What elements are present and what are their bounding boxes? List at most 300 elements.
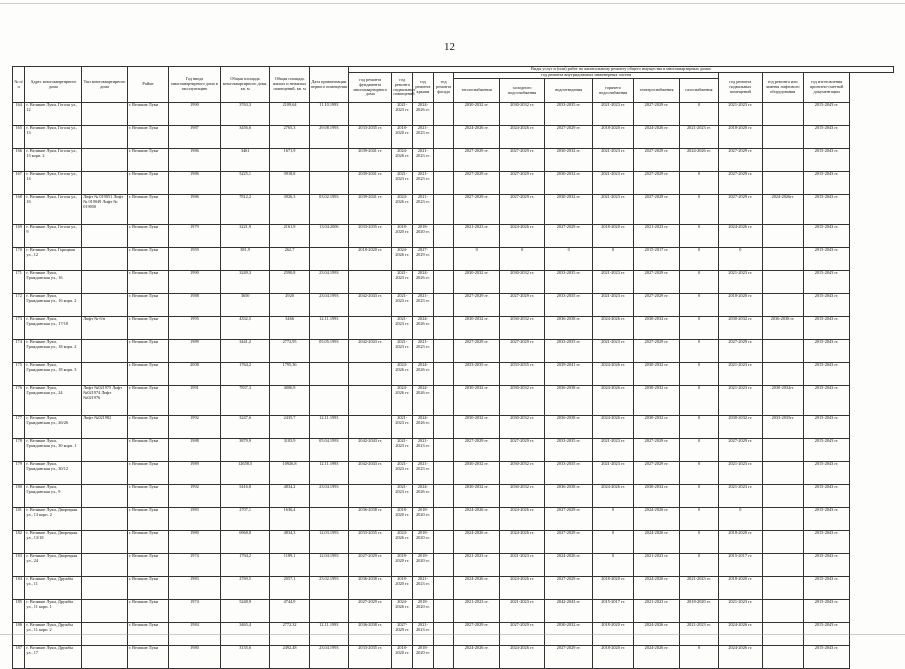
cell-sew: 2033-2035 гг. <box>545 439 593 462</box>
cell-priv: 23.04.1993 <box>309 485 348 508</box>
table-row <box>13 340 894 363</box>
cell-roof: 2024-2026 гг. <box>413 416 434 439</box>
page-number: 12 <box>444 41 455 53</box>
cell-roof: 2027-2029 гг. <box>413 248 434 271</box>
cell-heat: 2030-2032 гг. <box>454 317 499 340</box>
cell-facade <box>433 294 454 317</box>
cell-pad <box>850 172 894 195</box>
cell-gas: 0 <box>679 531 718 554</box>
cell-year: 1979 <box>169 225 221 248</box>
cell-found: 2039-2041 гг. <box>348 149 391 172</box>
cell-type <box>82 485 127 508</box>
cell-priv: 12.11.1993 <box>309 462 348 485</box>
cell-base2: 2024-2026 гг. <box>719 225 762 248</box>
cell-hot: 2015-2017 гг. <box>592 600 633 623</box>
cell-district: г. Великие Луки <box>127 531 168 554</box>
cell-hot: 2018-2020 гг. <box>592 577 633 600</box>
cell-priv: 29.08.1993 <box>309 126 348 149</box>
cell-area: 381,9 <box>220 248 270 271</box>
cell-district: г. Великие Луки <box>127 416 168 439</box>
cell-sew: 2036-2038 гг. <box>545 485 593 508</box>
cell-address: г. Великие Луки, Гоголя ул., 13 <box>25 126 82 149</box>
cell-hot: 2021-2023 гг. <box>592 439 633 462</box>
cell-roof: 2021-2023 гг. <box>413 340 434 363</box>
cell-sew: 2027-2029 гг. <box>545 577 593 600</box>
cell-heat: 2027-2029 гг. <box>454 340 499 363</box>
cell-found <box>348 485 391 508</box>
cell-year: 1984 <box>169 623 221 646</box>
capital-repair-table <box>12 66 894 669</box>
cell-roof: 2021-2023 гг. <box>413 623 434 646</box>
cell-type <box>82 462 127 485</box>
cell-type <box>82 126 127 149</box>
table-row <box>13 462 894 485</box>
cell-found: 2018-2020 гг. <box>348 248 391 271</box>
cell-type: Лифт №021975 Лифт №021974 Лифт №021976 <box>82 386 127 416</box>
cell-n: 185 <box>13 600 25 623</box>
cell-heat: 2027-2029 гг. <box>454 439 499 462</box>
cell-facade <box>433 103 454 126</box>
cell-heat: 2024-2026 гг. <box>454 508 499 531</box>
cell-base: 2024-2026 гг. <box>392 363 413 386</box>
cell-gas: 0 <box>679 363 718 386</box>
cell-priv <box>309 386 348 416</box>
cell-el: 2027-2029 гг. <box>634 149 679 172</box>
cell-district: г. Великие Луки <box>127 623 168 646</box>
cell-district: г. Великие Луки <box>127 126 168 149</box>
cell-type <box>82 646 127 669</box>
cell-heat: 2027-2029 гг. <box>454 294 499 317</box>
table-row <box>13 149 894 172</box>
cell-roof: 2024-2026 гг. <box>413 386 434 416</box>
cell-pad <box>850 577 894 600</box>
cell-gas: 2018-2020 гг. <box>679 600 718 623</box>
cell-hot: 2021-2023 гг. <box>592 294 633 317</box>
cell-living: 262,7 <box>270 248 309 271</box>
header-sewage: водоотведения <box>545 79 593 103</box>
cell-found <box>348 317 391 340</box>
cell-el: 2030-2032 гг. <box>634 363 679 386</box>
cell-el: 2021-2023 гг. <box>634 225 679 248</box>
cell-pad <box>850 317 894 340</box>
cell-pad <box>850 103 894 126</box>
header-foundation: год ремонта фундамента многоквартирного дома <box>348 73 391 103</box>
cell-found: 2042-2043 гг. <box>348 294 391 317</box>
cell-hot: 2021-2023 гг. <box>592 103 633 126</box>
cell-docs: 2015-2043 гг. <box>803 340 850 363</box>
cell-hot: 2021-2023 гг. <box>592 195 633 225</box>
cell-district: г. Великие Луки <box>127 577 168 600</box>
cell-district: г. Великие Луки <box>127 462 168 485</box>
cell-address: г. Великие Луки, Гражданская ул., 18 корп. 2 <box>25 340 82 363</box>
cell-base: 2024-2026 гг. <box>392 531 413 554</box>
cell-docs: 2015-2043 гг. <box>803 386 850 416</box>
cell-year: 1988 <box>169 294 221 317</box>
cell-found: 2042-2043 гг. <box>348 340 391 363</box>
cell-lift: 2036-2038 гг. <box>762 317 803 340</box>
cell-area: 5416,8 <box>220 485 270 508</box>
cell-el: 2024-2026 гг. <box>634 646 679 669</box>
cell-area: 6968,8 <box>220 531 270 554</box>
cell-sew: 2027-2029 гг. <box>545 646 593 669</box>
cell-el: 2015-2017 гг. <box>634 248 679 271</box>
header-hot-water: горячего водоснабжения <box>592 79 633 103</box>
cell-docs: 2015-2043 гг. <box>803 554 850 577</box>
cell-sew: 2030-2032 гг. <box>545 623 593 646</box>
cell-area: 3465,4 <box>220 623 270 646</box>
cell-pad <box>850 225 894 248</box>
cell-facade <box>433 600 454 623</box>
cell-district: г. Великие Луки <box>127 271 168 294</box>
cell-lift <box>762 646 803 669</box>
cell-docs: 2015-2043 гг. <box>803 485 850 508</box>
cell-priv: 05.05.1993 <box>309 340 348 363</box>
cell-priv <box>309 149 348 172</box>
cell-docs: 2015-2043 гг. <box>803 508 850 531</box>
cell-found <box>348 271 391 294</box>
cell-address: г. Великие Луки, Гражданская ул., 9 <box>25 485 82 508</box>
cell-gas: 0 <box>679 317 718 340</box>
cell-hot: 0 <box>592 508 633 531</box>
cell-gas: 0 <box>679 646 718 669</box>
cell-district: г. Великие Луки <box>127 317 168 340</box>
cell-el: 2030-2032 гг. <box>634 386 679 416</box>
cell-gas: 0 <box>679 172 718 195</box>
cell-living: 4744,9 <box>270 600 309 623</box>
cell-hot: 2024-2026 гг. <box>592 416 633 439</box>
cell-cold: 2024-2026 гг. <box>499 531 544 554</box>
cell-lift <box>762 103 803 126</box>
cell-gas: 0 <box>679 416 718 439</box>
cell-base: 2024-2026 гг. <box>392 195 413 225</box>
cell-found <box>348 103 391 126</box>
cell-priv: 23.04.1993 <box>309 294 348 317</box>
cell-lift <box>762 225 803 248</box>
cell-cold: 0 <box>499 248 544 271</box>
cell-area: 7812,2 <box>220 195 270 225</box>
cell-address: г. Великие Луки, Гражданская ул., 17/18 <box>25 317 82 340</box>
cell-district: г. Великие Луки <box>127 554 168 577</box>
cell-priv: 23.04.1993 <box>309 646 348 669</box>
cell-year: 1987 <box>169 126 221 149</box>
cell-sew: 2030-2032 гг. <box>545 195 593 225</box>
cell-facade <box>433 126 454 149</box>
cell-living: 1795,36 <box>270 363 309 386</box>
table-row <box>13 554 894 577</box>
cell-gas: 0 <box>679 271 718 294</box>
header-total-area: Общая площадь многоквартирного дома, кв. м <box>220 67 270 103</box>
cell-year: 1986 <box>169 149 221 172</box>
cell-el: 2027-2029 гг. <box>634 172 679 195</box>
cell-pad <box>850 416 894 439</box>
cell-pad <box>850 554 894 577</box>
cell-base2: 2018-2020 гг. <box>719 294 762 317</box>
cell-sew: 2036-2038 гг. <box>545 416 593 439</box>
cell-gas: 2021-2023 гг. <box>679 623 718 646</box>
cell-cold: 2027-2029 гг. <box>499 294 544 317</box>
cell-cold: 2027-2029 гг. <box>499 172 544 195</box>
cell-base: 2027-2029 гг. <box>392 623 413 646</box>
cell-lift: 2030-2032гг <box>762 386 803 416</box>
cell-address: г. Великие Луки, Гоголя ул., 16 <box>25 195 82 225</box>
cell-n: 176 <box>13 386 25 416</box>
cell-year: 1983 <box>169 577 221 600</box>
cell-n: 182 <box>13 531 25 554</box>
cell-type: Лифт № б/н <box>82 317 127 340</box>
cell-cold: 2024-2026 гг. <box>499 508 544 531</box>
cell-base: 2021-2023 гг. <box>392 294 413 317</box>
cell-n: 167 <box>13 172 25 195</box>
cell-heat: 2021-2023 гг. <box>454 554 499 577</box>
cell-base2: 2018-2020 гг. <box>719 577 762 600</box>
cell-type: Лифт № 019051 Лифт № 019049 Лифт № 019050 <box>82 195 127 225</box>
cell-el: 2027-2029 гг. <box>634 294 679 317</box>
cell-address: г. Великие Луки, Дружбы ул., 11 <box>25 577 82 600</box>
cell-cold: 2024-2026 гг. <box>499 577 544 600</box>
cell-sew: 2027-2029 гг. <box>545 508 593 531</box>
cell-roof: 2024-2026 гг. <box>413 271 434 294</box>
cell-year: 1991 <box>169 386 221 416</box>
cell-living: 2161,9 <box>270 225 309 248</box>
cell-lift: 2033-2035гг <box>762 416 803 439</box>
cell-address: г. Великие Луки, Гражданская ул., 30/12 <box>25 462 82 485</box>
cell-type <box>82 577 127 600</box>
cell-found: 2039-2041 гг. <box>348 195 391 225</box>
cell-hot: 2018-2020 гг. <box>592 126 633 149</box>
cell-n: 166 <box>13 149 25 172</box>
cell-el: 2030-2032 гг. <box>634 317 679 340</box>
table-row <box>13 248 894 271</box>
cell-living: 1189,1 <box>270 554 309 577</box>
cell-docs: 2015-2043 гг. <box>803 317 850 340</box>
cell-el: 2024-2026 гг. <box>634 508 679 531</box>
header-electricity: электроснабжения <box>634 79 679 103</box>
cell-el: 2021-2023 гг. <box>634 600 679 623</box>
cell-year: 1995 <box>169 317 221 340</box>
cell-found <box>348 416 391 439</box>
cell-hot: 2021-2023 гг. <box>592 149 633 172</box>
cell-base: 2024-2026 гг. <box>392 248 413 271</box>
cell-base: 2018-2020 гг. <box>392 646 413 669</box>
cell-facade <box>433 340 454 363</box>
cell-type <box>82 225 127 248</box>
cell-pad <box>850 195 894 225</box>
cell-base2: 2024-2026 гг. <box>719 646 762 669</box>
cell-priv: 12.11.1993 <box>309 416 348 439</box>
header-year-built: Год ввода многоквартирного дома в эксплуатацию <box>169 67 221 103</box>
cell-cold: 2024-2026 гг. <box>499 225 544 248</box>
cell-docs: 2015-2043 гг. <box>803 600 850 623</box>
cell-docs: 2015-2043 гг. <box>803 462 850 485</box>
header-cold-water: холодного водоснабжения <box>499 79 544 103</box>
cell-base2: 2030-2032 гг. <box>719 317 762 340</box>
cell-el: 2027-2029 гг. <box>634 271 679 294</box>
cell-base2: 0 <box>719 508 762 531</box>
cell-n: 178 <box>13 439 25 462</box>
cell-year: 1989 <box>169 340 221 363</box>
cell-cold: 2027-2029 гг. <box>499 340 544 363</box>
cell-priv <box>309 600 348 623</box>
cell-found: 2027-2029 гг. <box>348 600 391 623</box>
cell-pad <box>850 363 894 386</box>
table-row <box>13 439 894 462</box>
table-row <box>13 271 894 294</box>
cell-gas: 0 <box>679 439 718 462</box>
cell-year: 1992 <box>169 416 221 439</box>
cell-area: 3763,3 <box>220 103 270 126</box>
cell-base2: 2021-2023 гг. <box>719 600 762 623</box>
cell-roof: 2018-2020 гг. <box>413 531 434 554</box>
cell-heat: 2021-2023 гг. <box>454 600 499 623</box>
cell-facade <box>433 225 454 248</box>
cell-gas: 0 <box>679 340 718 363</box>
cell-address: г. Великие Луки, Гражданская ул., 30 корп. 1 <box>25 439 82 462</box>
cell-n: 168 <box>13 195 25 225</box>
cell-pad <box>850 294 894 317</box>
cell-hot: 0 <box>592 248 633 271</box>
cell-hot: 0 <box>592 531 633 554</box>
cell-sew: 0 <box>545 248 593 271</box>
cell-docs: 2015-2043 гг. <box>803 172 850 195</box>
cell-facade <box>433 317 454 340</box>
cell-base2: 0 <box>719 248 762 271</box>
header-living-area: Общая площадь жилых и нежилых помещений, кв. м <box>270 67 309 103</box>
cell-gas: 2021-2023 гг. <box>679 126 718 149</box>
cell-lift <box>762 248 803 271</box>
cell-base2: 2021-2023 гг. <box>719 103 762 126</box>
cell-docs: 2015-2043 гг. <box>803 294 850 317</box>
table-body <box>13 103 894 669</box>
cell-type <box>82 271 127 294</box>
cell-docs: 2015-2043 гг. <box>803 149 850 172</box>
cell-address: г. Великие Луки, Гоголя ул., 13 корп. 2 <box>25 149 82 172</box>
cell-cold: 2030-2032 гг. <box>499 317 544 340</box>
cell-living: 3918,8 <box>270 172 309 195</box>
cell-address: г. Великие Луки, Дружбы ул., 11 корп. 2 <box>25 623 82 646</box>
cell-year: 1990 <box>169 103 221 126</box>
cell-area: 1764,2 <box>220 363 270 386</box>
table-row <box>13 294 894 317</box>
cell-sew: 2024-2026 гг. <box>545 554 593 577</box>
cell-pad <box>850 485 894 508</box>
cell-cold: 2027-2029 гг. <box>499 149 544 172</box>
cell-gas: 2021-2023 гг. <box>679 577 718 600</box>
cell-address: г. Великие Луки, Дворецкая ул., 13 корп. 2 <box>25 508 82 531</box>
cell-address: г. Великие Луки, Гражданская ул., 16 <box>25 271 82 294</box>
cell-sew: 2033-2035 гг. <box>545 294 593 317</box>
cell-docs: 2015-2043 гг. <box>803 195 850 225</box>
cell-pad <box>850 340 894 363</box>
cell-address: г. Великие Луки, Гоголя ул., 9 <box>25 225 82 248</box>
cell-cold: 2030-2032 гг. <box>499 103 544 126</box>
cell-facade <box>433 248 454 271</box>
scan-artifact-bottom <box>0 634 905 635</box>
cell-base2: 2027-2029 гг. <box>719 439 762 462</box>
cell-gas: 0 <box>679 225 718 248</box>
cell-type <box>82 340 127 363</box>
cell-address: г. Великие Луки, Горицкая ул., 12 <box>25 248 82 271</box>
cell-found: 2033-2035 гг. <box>348 646 391 669</box>
cell-el: 2027-2029 гг. <box>634 103 679 126</box>
cell-sew: 2030-2032 гг. <box>545 149 593 172</box>
cell-roof: 2024-2026 гг. <box>413 317 434 340</box>
cell-docs: 2015-2043 гг. <box>803 225 850 248</box>
cell-district: г. Великие Луки <box>127 646 168 669</box>
cell-pad <box>850 386 894 416</box>
cell-area: 12658,5 <box>220 462 270 485</box>
table-row <box>13 508 894 531</box>
cell-hot: 2018-2020 гг. <box>592 225 633 248</box>
cell-heat: 2027-2029 гг. <box>454 149 499 172</box>
header-num: № п/п <box>13 67 25 103</box>
cell-living: 2772,95 <box>270 340 309 363</box>
cell-type <box>82 508 127 531</box>
header-elevator: год ремонта или замены лифтового оборудования <box>762 73 803 103</box>
cell-cold: 2033-2035 гг. <box>499 363 544 386</box>
table-row <box>13 646 894 669</box>
cell-cold: 2030-2032 гг. <box>499 271 544 294</box>
cell-lift <box>762 271 803 294</box>
cell-district: г. Великие Луки <box>127 386 168 416</box>
cell-living: 3926,3 <box>270 195 309 225</box>
cell-living: 2435,7 <box>270 416 309 439</box>
cell-priv: 11.10.1993 <box>309 103 348 126</box>
header-roof: год ремонта крыши <box>413 73 434 103</box>
header-design-docs: год изготовления проектно-сметной документации <box>803 73 850 103</box>
cell-base: 2021-2023 гг. <box>392 271 413 294</box>
cell-area: 5225,1 <box>220 172 270 195</box>
cell-priv <box>309 508 348 531</box>
cell-lift <box>762 172 803 195</box>
cell-base: 2021-2023 гг. <box>392 340 413 363</box>
table-row <box>13 126 894 149</box>
header-gas: газоснабжения <box>679 79 718 103</box>
cell-hot: 2021-2023 гг. <box>592 462 633 485</box>
cell-heat: 2024-2026 гг. <box>454 646 499 669</box>
cell-hot: 0 <box>592 554 633 577</box>
cell-living: 3103,9 <box>270 439 309 462</box>
cell-pad <box>850 462 894 485</box>
cell-gas: 0 <box>679 508 718 531</box>
cell-district: г. Великие Луки <box>127 340 168 363</box>
header-facade: год ремонта фасада <box>433 73 454 103</box>
cell-el: 2024-2026 гг. <box>634 126 679 149</box>
table-row <box>13 195 894 225</box>
cell-found: 2042-2043 гг. <box>348 462 391 485</box>
cell-lift <box>762 508 803 531</box>
cell-facade <box>433 386 454 416</box>
cell-year: 1974 <box>169 600 221 623</box>
cell-el: 2030-2032 гг. <box>634 416 679 439</box>
cell-priv: 12.04.1993 <box>309 554 348 577</box>
cell-sew: 2036-2038 гг. <box>545 386 593 416</box>
cell-base2: 2030-2032 гг. <box>719 416 762 439</box>
cell-pad <box>850 439 894 462</box>
cell-n: 165 <box>13 126 25 149</box>
cell-lift <box>762 340 803 363</box>
table-row <box>13 386 894 416</box>
cell-heat: 2030-2032 гг. <box>454 416 499 439</box>
cell-roof: 2021-2023 гг. <box>413 577 434 600</box>
cell-cold: 2027-2029 гг. <box>499 195 544 225</box>
cell-n: 171 <box>13 271 25 294</box>
cell-found <box>348 363 391 386</box>
cell-hot: 2021-2023 гг. <box>592 172 633 195</box>
cell-sew: 2027-2029 гг. <box>545 225 593 248</box>
cell-found <box>348 386 391 416</box>
cell-found: 2033-2035 гг. <box>348 126 391 149</box>
cell-cold: 2024-2026 гг. <box>499 646 544 669</box>
